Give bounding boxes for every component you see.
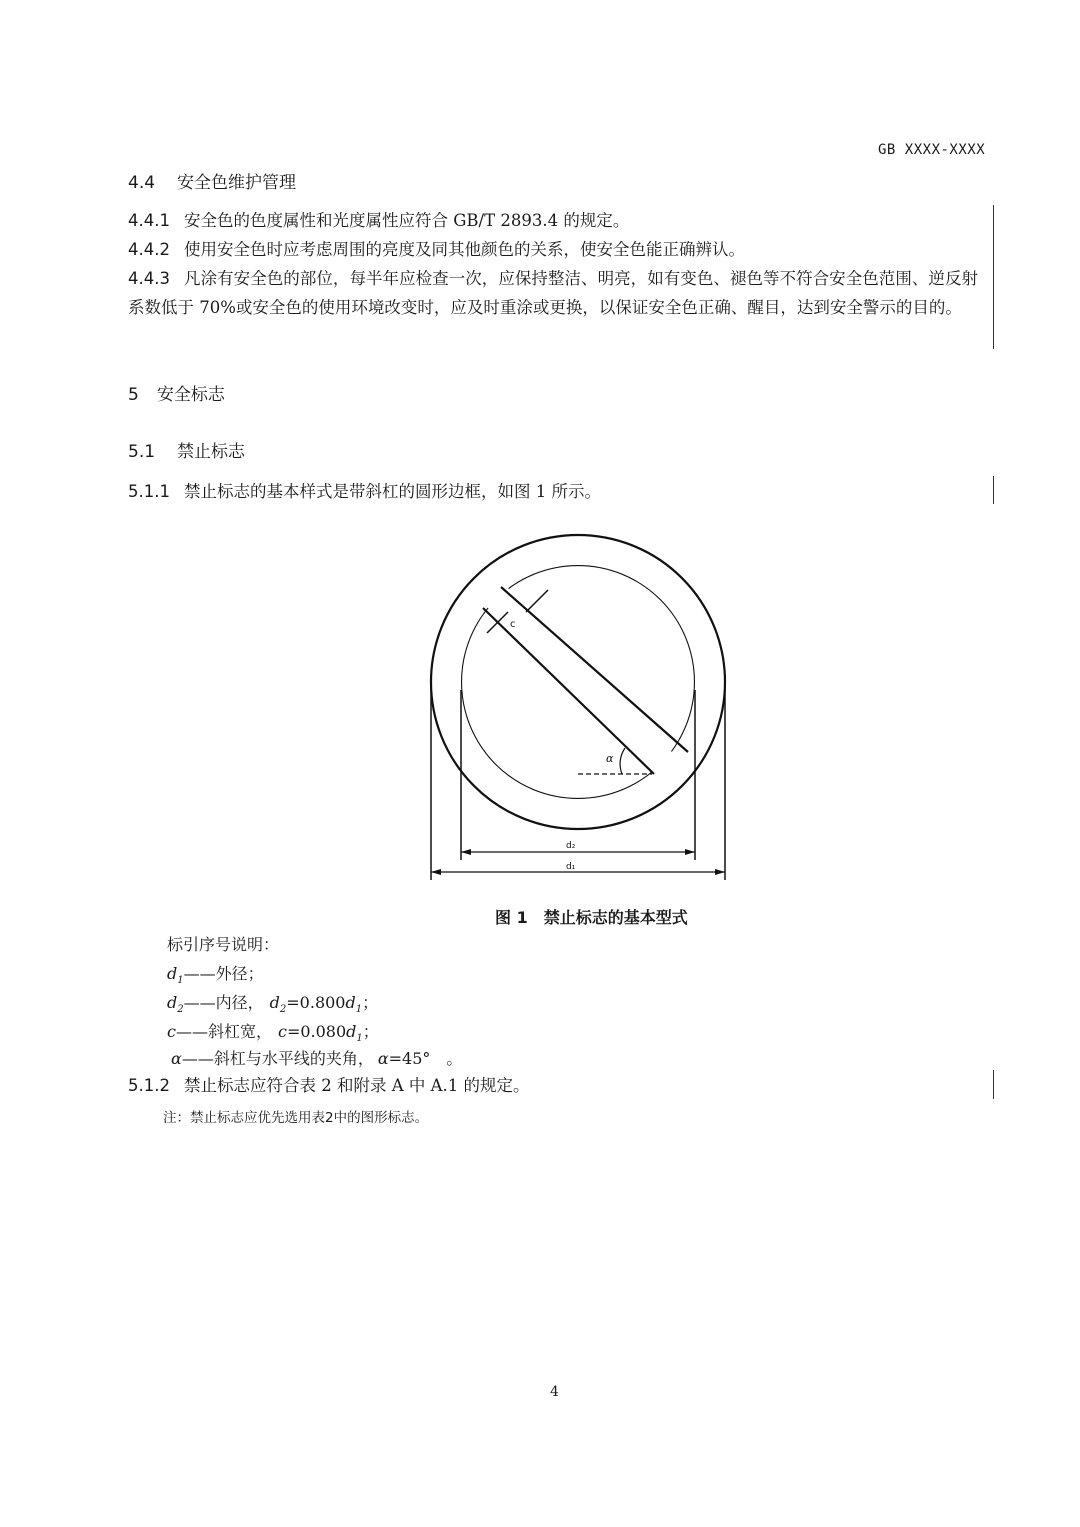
angle-arc [620,748,625,774]
clause-text: 禁止标志的基本样式是带斜杠的圆形边框，如图 1 所示。 [183,482,601,501]
section-title: 安全标志 [156,385,225,405]
slash-band [476,576,680,780]
d1-label: d₁ [566,862,576,872]
clause-number: 5.1.2 [128,1076,170,1095]
clause-text: 禁止标志应符合表 2 和附录 A 中 A.1 的规定。 [183,1076,530,1095]
prohibition-sign-diagram [420,530,740,890]
section-5-heading [128,380,225,405]
c-label: c [510,619,516,630]
legend-d2: $d_2——$内径， $d_2=0.800d_1$； [167,993,379,1016]
section-number: 5.1 [128,442,156,462]
clause-text: 凡涂有安全色的部位，每半年应检查一次，应保持整洁、明亮，如有变色、褪色等不符合安全色范围、逆反射系数低于 70%或安全色的使用环境改变时，应及时重涂或更换，以保证安全色正确、醒目，达到安全警示的目的。 [128,269,978,317]
legend-alpha: α——斜杠与水平线的夹角， α=45° 。 [171,1049,463,1068]
figure-caption: 图 1 禁止标志的基本型式 [495,908,688,927]
clause-4-4-1 [128,206,978,235]
clause-5-1-1 [128,477,978,506]
legend-d1: $d_1——$外径； [167,964,264,987]
legend-title: 标引序号说明： [167,935,280,954]
clause-text: 安全色的色度属性和光度属性应符合 GB/T 2893.4 的规定。 [183,211,630,230]
section-5-1-heading [128,437,245,462]
document-code: GB XXXX-XXXX [878,142,986,158]
revision-bar [993,205,994,349]
revision-bar [993,1070,994,1099]
c-dimension-tick [526,590,548,612]
legend-c: c——斜杠宽， $c=0.080d_1$； [167,1022,379,1045]
clause-number: 4.4.2 [128,240,170,259]
clause-4-4-3 [128,264,978,322]
clause-number: 4.4.1 [128,211,170,230]
clause-number: 5.1.1 [128,482,170,501]
clause-text: 使用安全色时应考虑周围的亮度及同其他颜色的关系，使安全色能正确辨认。 [183,240,745,259]
alpha-label: α [606,752,614,765]
slash-edge-upper [501,587,688,752]
d2-label: d₂ [566,841,576,851]
section-title: 安全色维护管理 [177,173,297,193]
clause-5-1-2 [128,1071,978,1100]
revision-bar [993,476,994,504]
clause-number: 4.4.3 [128,269,170,288]
section-number: 5 [128,385,139,405]
section-4-4-heading [128,168,296,193]
page-number: 4 [550,1384,559,1400]
section-number: 4.4 [128,173,156,193]
slash-edge-lower [483,608,654,774]
note: 注：禁止标志应优先选用表2中的图形标志。 [163,1110,429,1126]
section-title: 禁止标志 [177,442,246,462]
clause-4-4-2 [128,235,978,264]
